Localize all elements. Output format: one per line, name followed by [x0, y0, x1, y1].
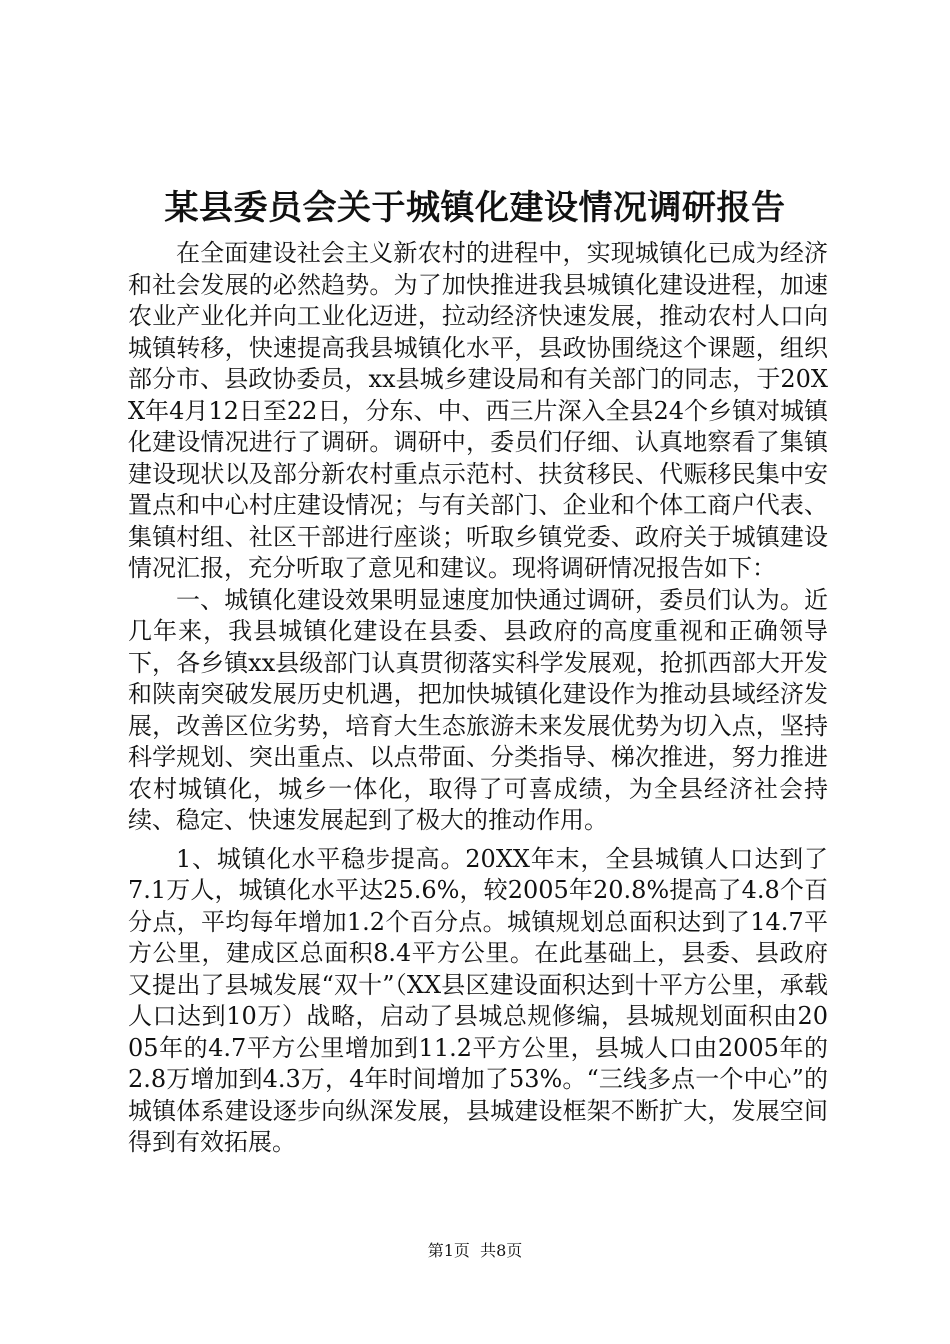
document-title: 某县委员会关于城镇化建设情况调研报告 [164, 188, 786, 228]
paragraph-urbanization-level: 1、城镇化水平稳步提高。20XX年末，全县城镇人口达到了7.1万人，城镇化水平达25.6%，较2005年20.8%提高了4.8个百分点，平均每年增加1.2个百分点。城镇规划总面积达到了14.7平方公里，建成区总面积8.4平方公里。在此基础上，县委、县政府又提出了县城发展“双十”（XX县区建设面积达到十平方公里，承载人口达到10万）战略，启动了县城总规修编，县城规划面积由2005年的4.7平方公里增加到11.2平方公里，县城人口由2005年的2.8万增加到4.3万，4年时间增加了53%。“三线多点一个中心”的城镇体系建设逐步向纵深发展，县城建设框架不断扩大，发展空间得到有效拓展。 [128, 844, 828, 1156]
page-number-footer: 第1页 共8页 [427, 1241, 523, 1260]
document-body [128, 238, 828, 1159]
paragraph-section-one: 一、城镇化建设效果明显速度加快通过调研，委员们认为。近几年来，我县城镇化建设在县委、县政府的高度重视和正确领导下，各乡镇xx县级部门认真贯彻落实科学发展观，抢抓西部大开发和陕南突破发展历史机遇，把加快城镇化建设作为推动县域经济发展，改善区位劣势，培育大生态旅游未来发展优势为切入点，坚持科学规划、突出重点、以点带面、分类指导、梯次推进，努力推进农村城镇化，城乡一体化，取得了可喜成绩，为全县经济社会持续、稳定、快速发展起到了极大的推动作用。 [128, 585, 828, 834]
paragraph-intro: 在全面建设社会主义新农村的进程中，实现城镇化已成为经济和社会发展的必然趋势。为了加快推进我县城镇化建设进程，加速农业产业化并向工业化迈进，拉动经济快速发展，推动农村人口向城镇转移，快速提高我县城镇化水平，县政协围绕这个课题，组织部分市、县政协委员，xx县城乡建设局和有关部门的同志，于20XX年4月12日至22日，分东、中、西三片深入全县24个乡镇对城镇化建设情况进行了调研。调研中，委员们仔细、认真地察看了集镇建设现状以及部分新农村重点示范村、扶贫移民、代赈移民集中安置点和中心村庄建设情况；与有关部门、企业和个体工商户代表、集镇村组、社区干部进行座谈；听取乡镇党委、政府关于城镇建设情况汇报，充分听取了意见和建议。现将调研情况报告如下： [128, 239, 828, 582]
